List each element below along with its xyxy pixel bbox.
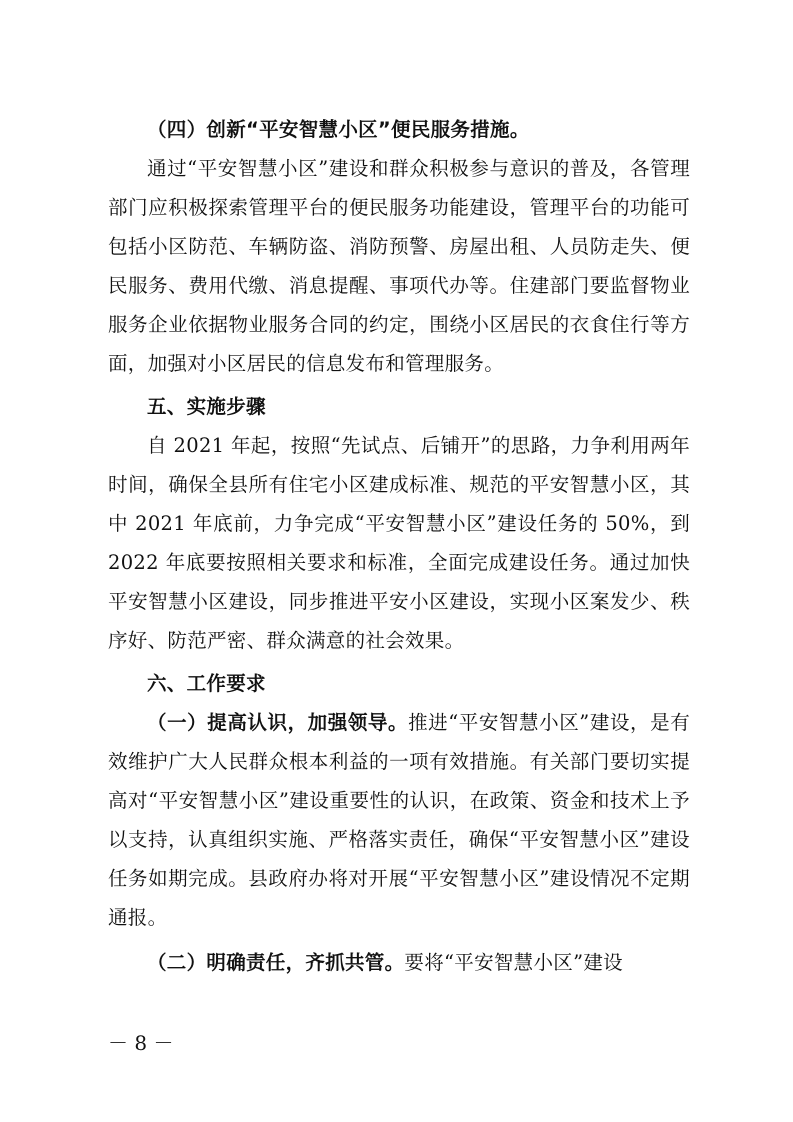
paragraph-text-leadership: 推进“平安智慧小区”建设，是有效维护广大人民群众根本利益的一项有效措施。有关部门要切实提高对“平安智慧小区”建设重要性的认识，在政策、资金和技术上予以支持，认真组织实施、严格落实责任，确保“平安智慧小区”建设任务如期完成。县政府办将对开展“平安智慧小区”建设情况不定期通报。 bbox=[108, 711, 690, 929]
paragraph-lead-responsibility: （二）明确责任，齐抓共管。 bbox=[147, 951, 405, 974]
document-body bbox=[108, 110, 690, 982]
section-heading-innovate-services: （四）创新“平安智慧小区”便民服务措施。 bbox=[147, 118, 530, 141]
body-paragraph-services: 通过“平安智慧小区”建设和群众积极参与意识的普及，各管理部门应积极探索管理平台的便民服务功能建设，管理平台的功能可包括小区防范、车辆防盗、消防预警、房屋出租、人员防走失、便民服务、费用代缴、消息提醒、事项代办等。住建部门要监督物业服务企业依据物业服务合同的约定，围绕小区居民的衣食住行等方面，加强对小区居民的信息发布和管理服务。 bbox=[108, 157, 690, 375]
paragraph-lead-leadership: （一）提高认识，加强领导。 bbox=[147, 711, 409, 734]
body-paragraph-responsibility bbox=[108, 943, 690, 982]
paragraph-text-responsibility: 要将“平安智慧小区”建设 bbox=[404, 951, 623, 974]
section-heading-implementation-steps: 五、实施步骤 bbox=[147, 395, 266, 418]
page-number: － 8 － bbox=[108, 1031, 174, 1055]
body-paragraph-implementation: 自 2021 年起，按照“先试点、后铺开”的思路，力争利用两年时间，确保全县所有住宅小区建成标准、规范的平安智慧小区，其中 2021 年底前，力争完成“平安智慧小区”建设任务的 50%，到 2022 年底要按照相关要求和标准，全面完成建设任务。通过加快平安智慧小区建设，同步推进平安小区建设，实现小区案发少、秩序好、防范严密、群众满意的社会效果。 bbox=[108, 434, 690, 652]
body-paragraph-leadership bbox=[108, 703, 690, 937]
section-heading-work-requirements: 六、工作要求 bbox=[147, 672, 266, 695]
